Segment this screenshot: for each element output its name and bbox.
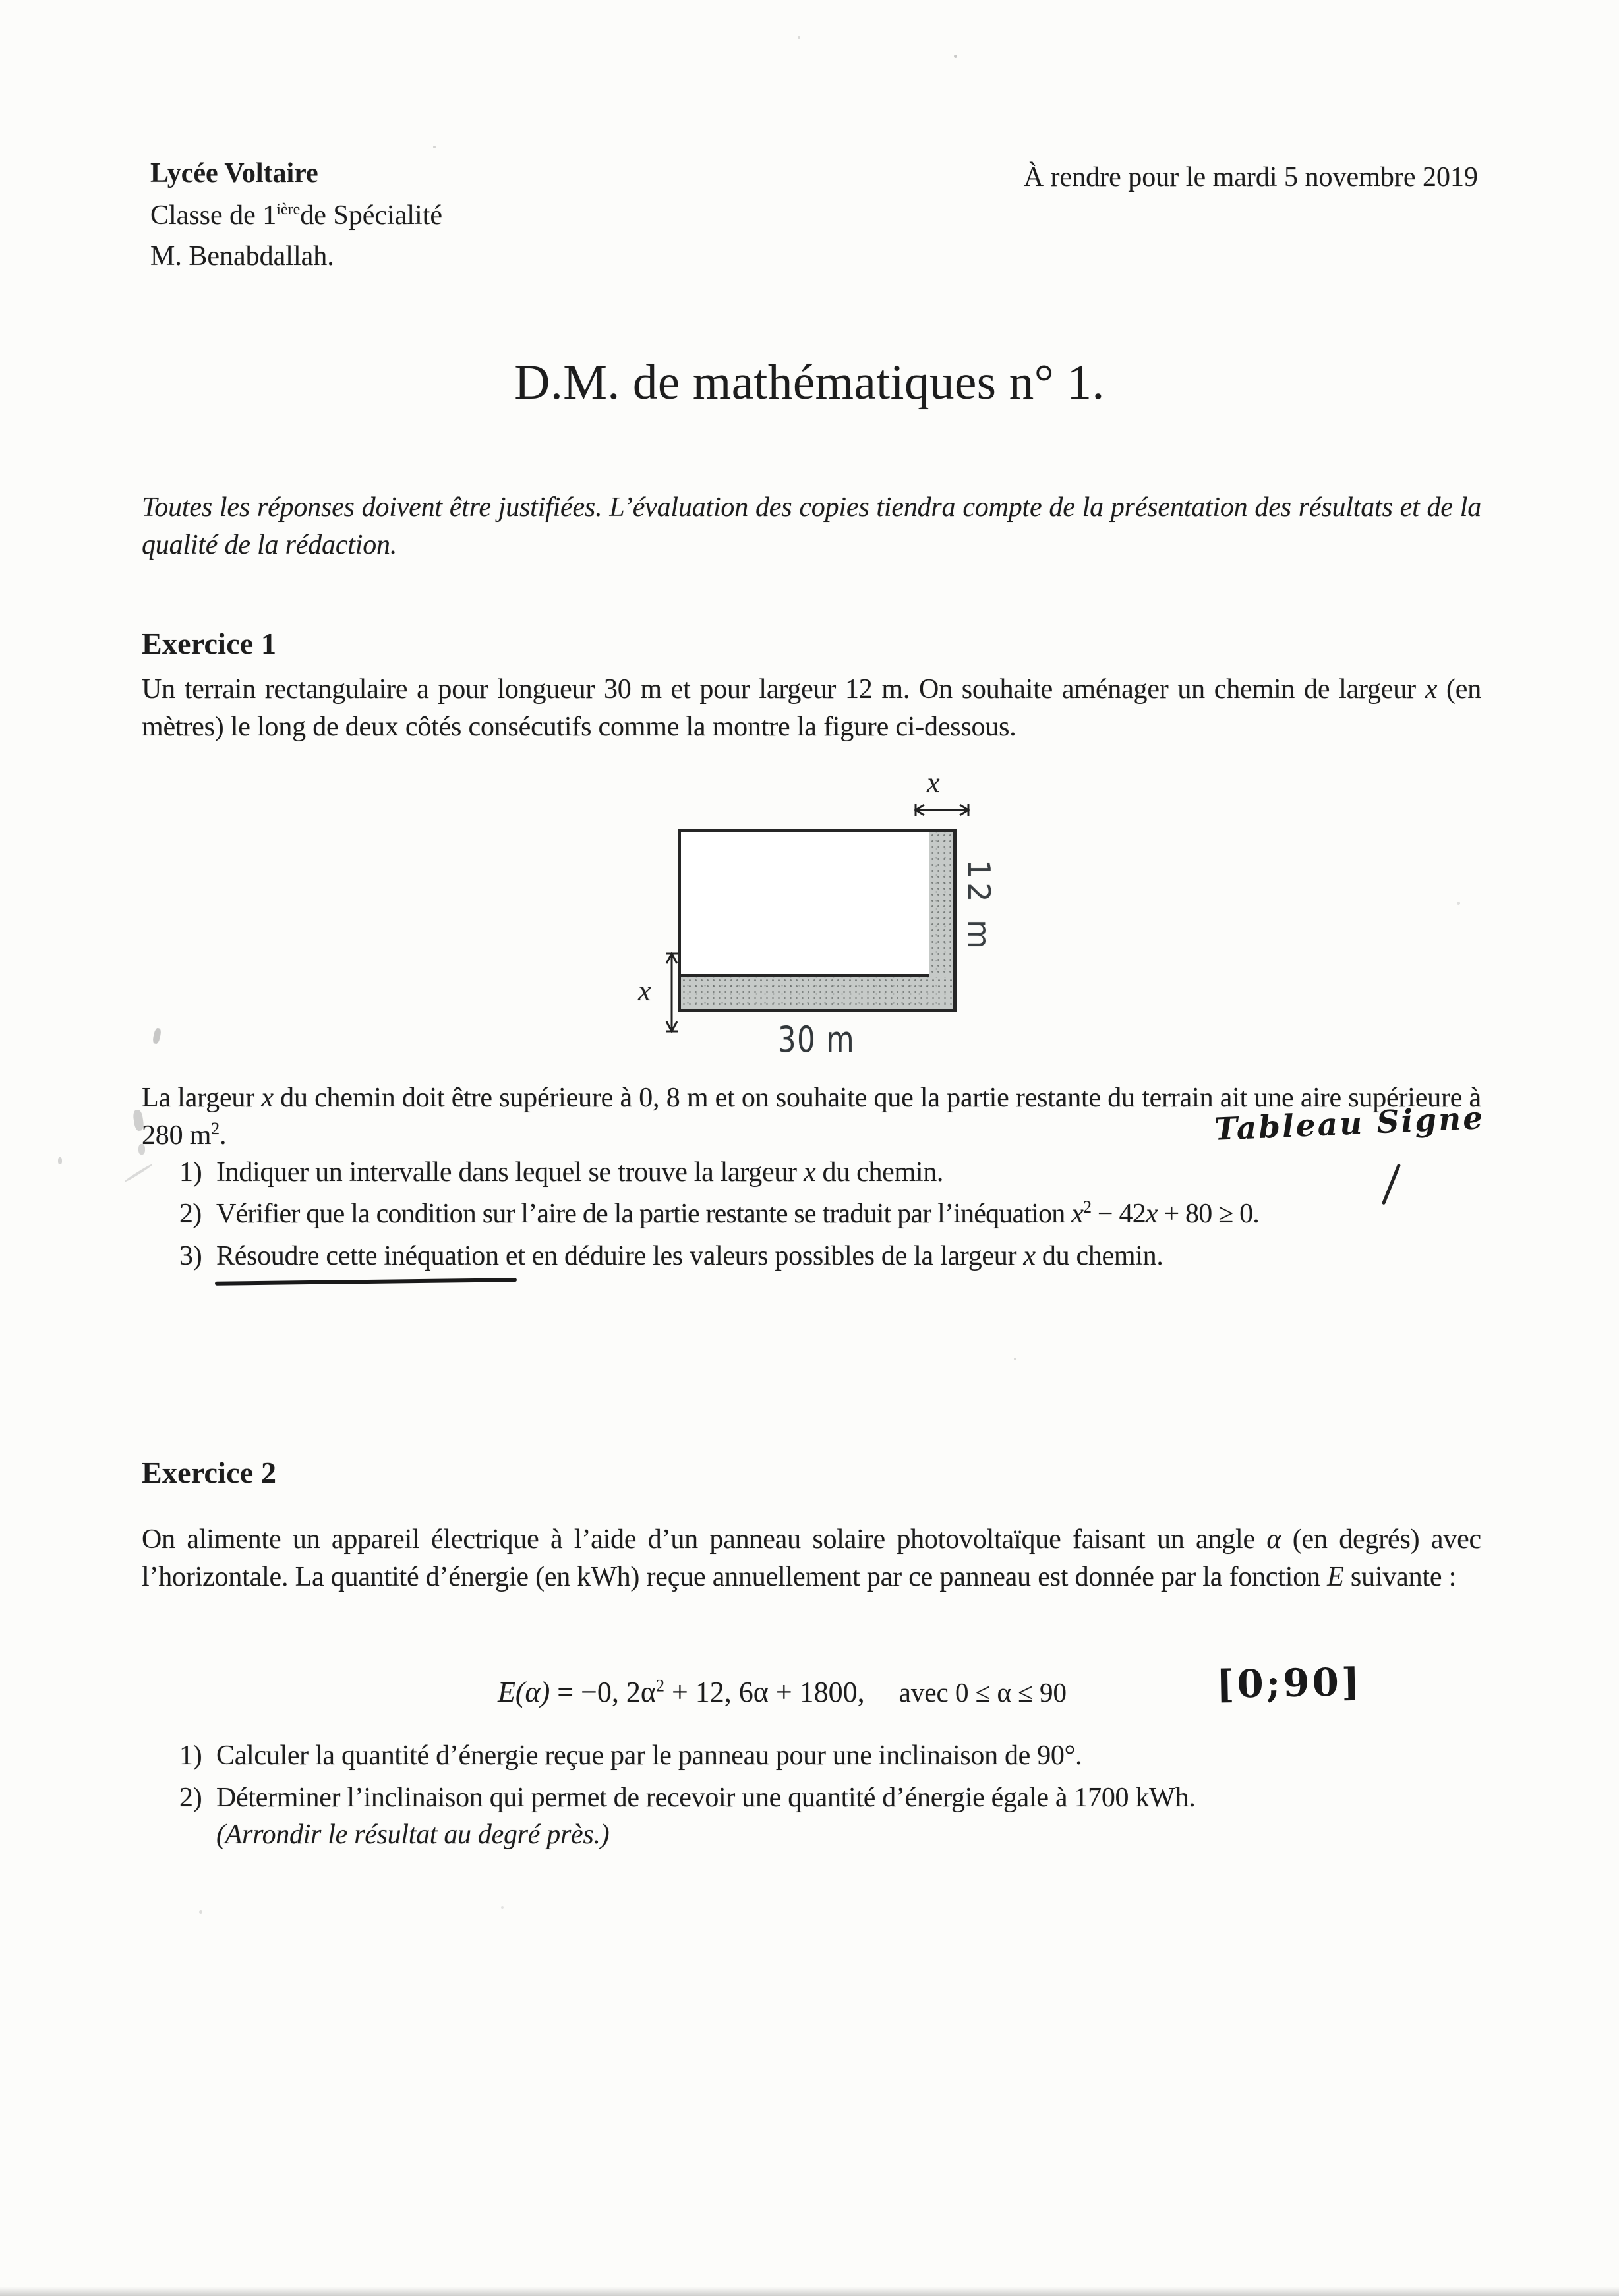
formula-exponent: 2: [655, 1676, 664, 1696]
question-number: 2): [179, 1199, 202, 1229]
due-date: À rendre pour le mardi 5 novembre 2019: [1023, 162, 1478, 192]
question-number: 1): [179, 1157, 202, 1188]
condition-text-2: du chemin doit être supérieure à 0, 8 m et on souhaite que la partie restante du terrain ait une aire supérieure à 280 m: [142, 1083, 1482, 1151]
exercise1-heading: Exercice 1: [142, 627, 277, 660]
height-dimension-arrow-icon: [664, 952, 679, 1033]
inequality-x2: x: [1145, 1199, 1158, 1229]
exercise2-intro-text-3: suivante :: [1343, 1562, 1457, 1592]
class-line: [150, 195, 442, 236]
variable-alpha: α: [1266, 1524, 1281, 1555]
variable-x: x: [1023, 1241, 1036, 1271]
terrain-rectangle: [678, 829, 957, 1012]
pencil-mark: [58, 1157, 62, 1164]
question-text: Indiquer un intervalle dans lequel se trouve la largeur: [216, 1157, 804, 1188]
formula-function: E(α): [498, 1676, 550, 1708]
width-dimension-arrow-icon: [914, 803, 970, 817]
handwritten-interval-annotation: [0;90]: [1216, 1659, 1363, 1707]
exercise1-intro-text-2: (en mètres) le long de deux côtés consécutifs comme la montre la figure ci-dessous.: [142, 674, 1481, 742]
question-text: Calculer la quantité d’énergie reçue par le panneau pour une inclinaison de 90°.: [216, 1740, 1082, 1771]
formula-rest: + 12, 6α + 1800,: [664, 1676, 865, 1708]
class-prefix: Classe de 1: [150, 200, 277, 231]
question-number: 3): [179, 1241, 202, 1271]
condition-text-3: .: [219, 1120, 227, 1151]
square-exponent: 2: [211, 1119, 220, 1138]
scan-speck: [954, 55, 957, 58]
exercise1-intro-text-1: Un terrain rectangulaire a pour longueur 30 m et pour largeur 12 m. On souhaite aménager un chemin de largeur: [142, 674, 1425, 704]
pencil-mark: [138, 1144, 145, 1155]
pencil-mark: [125, 1164, 153, 1183]
question-text: Déterminer l’inclinaison qui permet de recevoir une quantité d’énergie égale à 1700 kWh.: [216, 1783, 1196, 1813]
handwritten-tableau-signe-annotation: Tableau Signe: [1213, 1100, 1486, 1148]
path-inner-edge: [681, 974, 929, 977]
inequality-x1: x: [1071, 1199, 1084, 1229]
figure-path-height-label: x: [638, 975, 651, 1007]
exercise1-question-1: [179, 1157, 943, 1188]
variable-x: x: [261, 1083, 274, 1113]
class-superscript: ière: [276, 201, 301, 218]
figure-height-label: 12 m: [961, 859, 997, 953]
exercise2-intro: [142, 1521, 1481, 1596]
figure-path-width-label: x: [927, 766, 940, 799]
school-name: Lycée Voltaire: [150, 158, 318, 188]
teacher-name: M. Benabdallah.: [150, 241, 334, 272]
condition-text-1: La largeur: [142, 1083, 262, 1113]
scan-speck: [1014, 1358, 1016, 1360]
inequality-end: + 80 ≥ 0.: [1157, 1199, 1260, 1229]
exercise1-intro: [142, 671, 1481, 746]
question-number: 2): [179, 1783, 202, 1813]
exercise1-question-2: [179, 1198, 1259, 1230]
terrain-figure: [633, 766, 1081, 1089]
question-text-end: du chemin.: [815, 1157, 944, 1188]
variable-x: x: [1425, 674, 1438, 704]
question-underlined-text: Résoudre cette inéquation: [216, 1241, 499, 1271]
formula-equals: = −0, 2α: [550, 1676, 656, 1708]
scan-speck: [1457, 902, 1460, 905]
notice-paragraph: Toutes les réponses doivent être justifiées. L’évaluation des copies tiendra compte de la présentation des résultats et de la qualité de la rédaction.: [142, 492, 1481, 560]
variable-E: E: [1327, 1562, 1344, 1592]
energy-formula: [498, 1675, 1067, 1709]
scan-speck: [798, 36, 800, 39]
handwritten-underline: [215, 1278, 517, 1286]
scan-speck: [501, 1906, 504, 1909]
page-title: D.M. de mathématiques n° 1.: [514, 355, 1105, 410]
formula-domain-condition: avec 0 ≤ α ≤ 90: [898, 1677, 1067, 1708]
exercise2-intro-text-1: On alimente un appareil électrique à l’aide d’un panneau solaire photovoltaïque faisant un angle: [142, 1524, 1267, 1555]
question-text: et en déduire les valeurs possibles de la largeur: [498, 1241, 1024, 1271]
inequality-exponent: 2: [1083, 1197, 1092, 1217]
exercise2-intro-text-2: (en degrés) avec l’horizontale. La quantité d’énergie (en kWh) reçue annuellement par ce panneau est donnée par la fonction: [142, 1524, 1481, 1592]
scan-speck: [433, 146, 436, 148]
exercise2-heading: Exercice 2: [142, 1456, 277, 1489]
question-number: 1): [179, 1740, 202, 1771]
scan-edge-shadow: [0, 2287, 1619, 2296]
inequality-mid: − 42: [1091, 1199, 1146, 1229]
variable-x: x: [803, 1157, 816, 1188]
exercise2-question-1: [179, 1740, 1082, 1771]
exercise1-question-3: [179, 1240, 1163, 1272]
scan-speck: [199, 1910, 202, 1914]
figure-length-label: 30 m: [778, 1019, 856, 1060]
path-strip-bottom: [681, 977, 953, 1009]
question-text: Vérifier que la condition sur l’aire de la partie restante se traduit par l’inéquation: [216, 1199, 1072, 1229]
exercise2-question-2: [179, 1782, 1195, 1814]
question-text-end: du chemin.: [1035, 1241, 1163, 1271]
class-suffix: de Spécialité: [300, 200, 443, 231]
handwritten-check-slash: [1382, 1163, 1401, 1205]
exercise2-question-2-note: (Arrondir le résultat au degré près.): [216, 1820, 610, 1850]
pencil-mark: [152, 1027, 162, 1045]
